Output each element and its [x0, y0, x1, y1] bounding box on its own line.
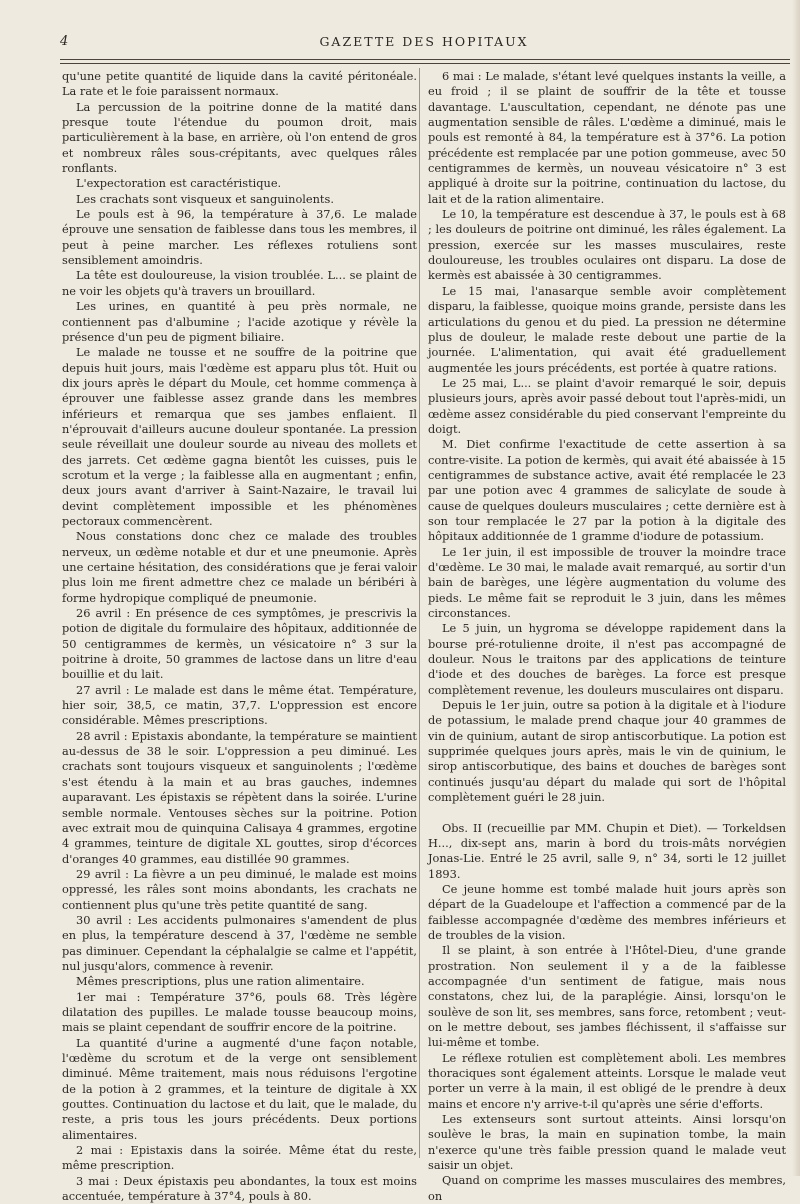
right-column	[428, 69, 786, 1204]
page-number: 4	[60, 34, 69, 49]
paragraph: La quantité d'urine a augmenté d'une façon notable, l'œdème du scrotum et de la verge ont sensiblement diminué. Même traitement, mais nous réduisons l'ergotine de la potion à 2 grammes, et la teinture de digitale à XX gouttes. Continuation du lactose et du lait, que le malade, du reste, a pris tous les jours précédents. Deux portions alimentaires.	[62, 1035, 417, 1142]
paragraph: Mêmes prescriptions, plus une ration alimentaire.	[76, 974, 365, 989]
paragraph: Les extenseurs sont surtout atteints. Ainsi lorsqu'on soulève le bras, la main en supination tombe, la main n'exerce qu'une très faible pression quand le malade veut saisir un objet.	[428, 1112, 786, 1173]
paragraph: 3 mai : Deux épistaxis peu abondantes, la toux est moins accentuée, température à 37°4, pouls à 80.	[62, 1173, 417, 1204]
paragraph: 28 avril : Epistaxis abondante, la température se maintient au-dessus de 38 le soir. L'oppression a peu diminué. Les crachats sont toujours visqueux et sanguinolents ; l'œdème s'est étendu à la main et au bras gauches, indemnes auparavant. Les épistaxis se répètent dans la soirée. L'urine semble normale. Ventouses sèches sur la poitrine. Potion avec extrait mou de quinquina Calisaya 4 grammes, ergotine 4 grammes, teinture de digitale XL gouttes, sirop d'écorces d'oranges 40 grammes, eau distillée 90 grammes.	[62, 728, 417, 866]
paragraph: Depuis le 1er juin, outre sa potion à la digitale et à l'iodure de potassium, le malade prend chaque jour 40 grammes de vin de quinium, autant de sirop antiscorbutique. La potion est supprimée quelques jours après, mais le vin de quinium, le sirop antiscorbutique, des bains et douches de barèges sont continués jusqu'au départ du malade qui sort de l'hôpital complètement guéri le 28 juin.	[428, 698, 786, 805]
paragraph: Le réflexe rotulien est complètement aboli. Les membres thoraciques sont également atteints. Lorsque le malade veut porter un verre à la main, il est obligé de le prendre à deux mains et encore n'y arrive-t-il qu'après une série d'efforts.	[428, 1050, 786, 1111]
paragraph: 26 avril : En présence de ces symptômes, je prescrivis la potion de digitale du formulaire des hôpitaux, additionnée de 50 centigrammes de kermès, un vésicatoire n° 3 sur la poitrine à droite, 50 grammes de lactose dans un litre d'eau bouillie et du lait.	[62, 606, 417, 682]
page-header	[60, 34, 788, 54]
observation-heading-paragraph: Obs. II (recueillie par MM. Chupin et Diet). — Torkeldsen H..., dix-sept ans, marin à bord du trois-mâts norvégien Jonas-Lie. Entré le 25 avril, salle 9, n° 34, sorti le 12 juillet 1893.	[428, 820, 786, 881]
running-title: GAZETTE DES HOPITAUX	[319, 34, 529, 49]
paragraph: La tête est douloureuse, la vision troublée. L... se plaint de ne voir les objets qu'à travers un brouillard.	[62, 268, 417, 298]
paragraph: La percussion de la poitrine donne de la matité dans presque toute l'étendue du poumon droit, mais particulièrement à la base, en arrière, où l'on entend de gros et nombreux râles sous-crépitants, avec quelques râles ronflants.	[62, 99, 417, 176]
paragraph: Quand on comprime les masses musculaires des membres, on	[428, 1173, 786, 1203]
paragraph: Nous constations donc chez ce malade des troubles nerveux, un œdème notable et dur et une pneumonie. Après une certaine hésitation, des considérations que je ferai valoir plus loin me firent admettre chez ce malade un béribéri à forme hydropique compliqué de pneumonie.	[62, 529, 417, 605]
paragraph: Le 1er juin, il est impossible de trouver la moindre trace d'œdème. Le 30 mai, le malade avait remarqué, au sortir d'un bain de barèges, une légère augmentation du volume des pieds. Le même fait se reproduit le 3 juin, dans les mêmes circonstances.	[428, 544, 786, 621]
paragraph: 6 mai : Le malade, s'étant levé quelques instants la veille, a eu froid ; il se plaint de souffrir de la tête et tousse davantage. L'auscultation, cependant, ne dénote pas une augmentation sensible de râles. L'œdème a diminué, mais le pouls est remonté à 84, la température est à 37°6. La potion précédente est remplacée par une potion gommeuse, avec 50 centigrammes de kermès, un nouveau vésicatoire n° 3 est appliqué à droite sur la poitrine, continuation du lactose, du lait et de la ration alimentaire.	[428, 69, 786, 206]
paragraph: 1er mai : Température 37°6, pouls 68. Très légère dilatation des pupilles. Le malade tousse beaucoup moins, mais se plaint cependant de souffrir encore de la poitrine.	[62, 989, 417, 1035]
paragraph: 29 avril : La fièvre a un peu diminué, le malade est moins oppressé, les râles sont moins abondants, les crachats ne contiennent plus qu'une très petite quantité de sang.	[62, 866, 417, 912]
paragraph: Les urines, en quantité à peu près normale, ne contiennent pas d'albumine ; l'acide azotique y révèle la présence d'un peu de pigment biliaire.	[62, 299, 417, 344]
paragraph: Les crachats sont visqueux et sanguinolents.	[76, 191, 334, 206]
paragraph: Le 25 mai, L... se plaint d'avoir remarqué le soir, depuis plusieurs jours, après avoir passé debout tout l'après-midi, un œdème assez considérable du pied conservant l'empreinte du doigt.	[428, 375, 786, 436]
paragraph: Ce jeune homme est tombé malade huit jours après son départ de la Guadeloupe et l'affection a commencé par de la faiblesse accompagnée d'œdème des membres inférieurs et de troubles de la vision.	[428, 881, 786, 942]
header-rule	[60, 59, 790, 64]
paragraph: L'expectoration est caractéristique.	[76, 176, 282, 191]
paragraph: Le malade ne tousse et ne souffre de la poitrine que depuis huit jours, mais l'œdème est apparu plus tôt. Huit ou dix jours après le départ du Moule, cet homme commença à éprouver une faiblesse assez grande dans les membres inférieurs et remarqua que ses jambes enflaient. Il n'éprouvait d'ailleurs aucune douleur spontanée. La pression seule réveillait une douleur sourde au niveau des mollets et des jarrets. Cet œdème gagna bientôt les cuisses, puis le scrotum et la verge ; la faiblesse alla en augmentant ; enfin, deux jours avant d'arriver à Saint-Nazaire, le travail lui devint complètement impossible et les phénomènes pectoraux commencèrent.	[62, 345, 417, 528]
paragraph: 30 avril : Les accidents pulmonaires s'amendent de plus en plus, la température descend à 37, l'œdème ne semble pas diminuer. Cependant la céphalalgie se calme et l'appétit, nul jusqu'alors, commence à revenir.	[62, 912, 417, 973]
paragraph: qu'une petite quantité de liquide dans la cavité péritonéale. La rate et le foie paraissent normaux.	[62, 69, 417, 99]
paragraph: Le 10, la température est descendue à 37, le pouls est à 68 ; les douleurs de poitrine ont diminué, les râles également. La pression, exercée sur les masses musculaires, reste douloureuse, les troubles oculaires ont disparu. La dose de kermès est abaissée à 30 centigrammes.	[428, 207, 786, 283]
paragraph: Le 15 mai, l'anasarque semble avoir complètement disparu, la faiblesse, quoique moins grande, persiste dans les articulations du genou et du pied. La pression ne détermine plus de douleur, le malade reste debout une partie de la journée. L'alimentation, qui avait été graduellement augmentée les jours précédents, est portée à quatre rations.	[428, 283, 786, 375]
paragraph: Le pouls est à 96, la température à 37,6. Le malade éprouve une sensation de faiblesse dans tous les membres, il peut à peine marcher. Les réflexes rotuliens sont sensiblement amoindris.	[62, 207, 417, 268]
paragraph: 27 avril : Le malade est dans le même état. Température, hier soir, 38,5, ce matin, 37,7. L'oppression est encore considérable. Mêmes prescriptions.	[62, 682, 417, 728]
paragraph: Le 5 juin, un hygroma se développe rapidement dans la bourse pré-rotulienne droite, il n'est pas accompagné de douleur. Nous le traitons par des applications de teinture d'iode et des douches de barèges. La force est presque complètement revenue, les douleurs musculaires ont disparu.	[428, 621, 786, 697]
paragraph: Il se plaint, à son entrée à l'Hôtel-Dieu, d'une grande prostration. Non seulement il y a de la faiblesse accompagnée d'un sentiment de fatigue, mais nous constatons, chez lui, de la paraplégie. Ainsi, lorsqu'on le soulève de son lit, ses membres, sans force, retombent ; veut-on le mettre debout, ses jambes fléchissent, il s'affaisse sur lui-même et tombe.	[428, 943, 786, 1050]
column-divider	[419, 68, 420, 1158]
page-edge-shadow	[792, 0, 800, 1176]
paragraph: M. Diet confirme l'exactitude de cette assertion à sa contre-visite. La potion de kermès, qui avait été abaissée à 15 centigrammes de substance active, avait été remplacée le 23 par une potion avec 4 grammes de salicylate de soude à cause de quelques douleurs musculaires ; cette dernière est à son tour remplacée le 27 par la potion à la digitale des hôpitaux additionnée de 1 gramme d'iodure de potassium.	[428, 437, 786, 544]
left-column	[62, 69, 417, 1204]
paragraph: 2 mai : Epistaxis dans la soirée. Même état du reste, même prescription.	[62, 1143, 417, 1173]
